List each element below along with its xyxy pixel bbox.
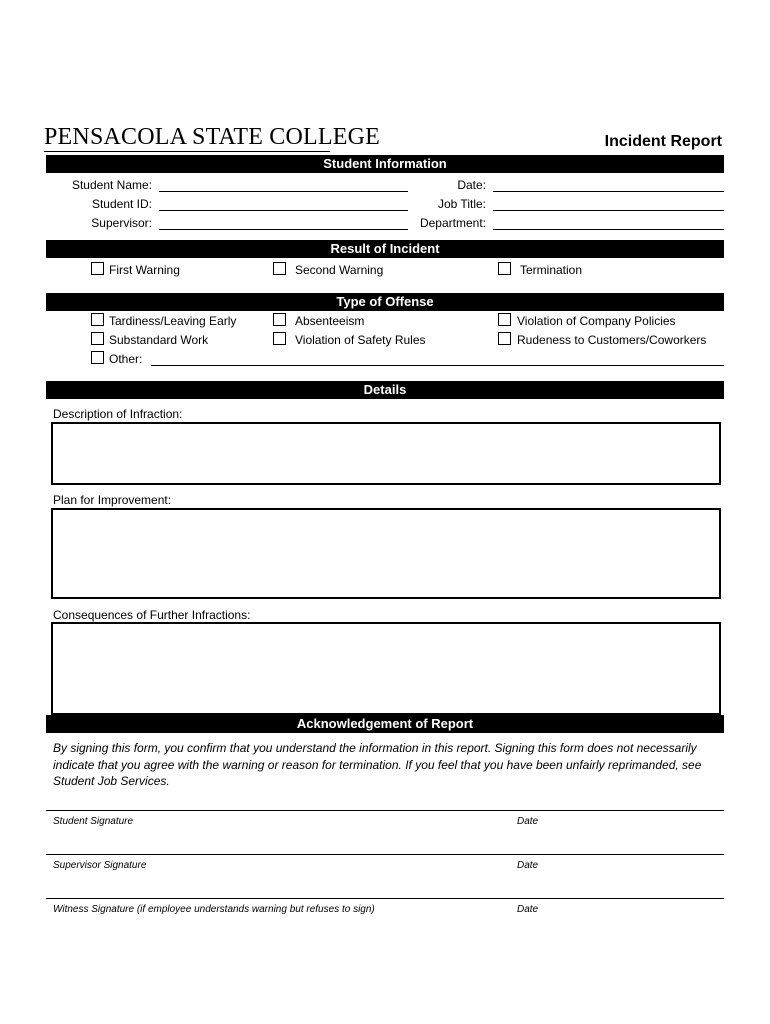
supervisor-field[interactable] <box>159 229 408 230</box>
department-label: Department: <box>419 216 486 230</box>
logo-underline <box>44 151 330 152</box>
safety-rules-checkbox[interactable] <box>273 332 286 345</box>
student-signature-date-label: Date <box>517 816 539 827</box>
witness-signature-date-label: Date <box>517 904 539 915</box>
supervisor-signature-date-label: Date <box>517 860 539 871</box>
consequences-textarea[interactable] <box>51 622 721 715</box>
absenteeism-label: Absenteeism <box>295 314 365 328</box>
company-policies-label: Violation of Company Policies <box>517 314 676 328</box>
student-signature-label: Student Signature <box>53 816 134 827</box>
form-title: Incident Report <box>604 133 722 150</box>
result-of-incident-header: Result of Incident <box>46 240 724 258</box>
student-information-header: Student Information <box>46 155 724 173</box>
second-warning-checkbox[interactable] <box>273 262 286 275</box>
substandard-work-checkbox[interactable] <box>91 332 104 345</box>
acknowledgement-text: By signing this form, you confirm that you understand the information in this report. Signing this form does not necessarily indicate that you agree with the warning or reason for termination. If you feel that you have been unfairly reprimanded, see Student Job Services. <box>53 741 702 788</box>
absenteeism-checkbox[interactable] <box>273 313 286 326</box>
supervisor-signature-line[interactable] <box>46 854 724 855</box>
witness-signature-label: Witness Signature (if employee understands warning but refuses to sign) <box>53 904 375 915</box>
first-warning-label: First Warning <box>109 263 180 277</box>
student-name-label: Student Name: <box>71 178 152 192</box>
description-textarea[interactable] <box>51 422 721 485</box>
details-header: Details <box>46 381 724 399</box>
other-checkbox[interactable] <box>91 351 104 364</box>
college-logo-text: PENSACOLA STATE COLLEGE <box>44 124 381 150</box>
type-of-offense-header: Type of Offense <box>46 293 724 311</box>
student-id-label: Student ID: <box>91 197 152 211</box>
other-field[interactable] <box>151 365 724 366</box>
first-warning-checkbox[interactable] <box>91 262 104 275</box>
plan-label: Plan for Improvement: <box>53 493 172 507</box>
rudeness-checkbox[interactable] <box>498 332 511 345</box>
date-label: Date: <box>457 178 486 192</box>
tardiness-label: Tardiness/Leaving Early <box>109 314 237 328</box>
second-warning-label: Second Warning <box>295 263 384 277</box>
other-label: Other: <box>109 352 143 366</box>
witness-signature-line[interactable] <box>46 898 724 899</box>
department-field[interactable] <box>493 229 724 230</box>
supervisor-signature-label: Supervisor Signature <box>53 860 147 871</box>
acknowledgement-header: Acknowledgement of Report <box>46 715 724 733</box>
description-label: Description of Infraction: <box>53 407 183 421</box>
student-signature-line[interactable] <box>46 810 724 811</box>
date-field[interactable] <box>493 191 724 192</box>
company-policies-checkbox[interactable] <box>498 313 511 326</box>
safety-rules-label: Violation of Safety Rules <box>295 333 426 347</box>
supervisor-label: Supervisor: <box>91 216 152 230</box>
termination-label: Termination <box>520 263 583 277</box>
job-title-field[interactable] <box>493 210 724 211</box>
plan-textarea[interactable] <box>51 508 721 599</box>
substandard-work-label: Substandard Work <box>109 333 209 347</box>
job-title-label: Job Title: <box>437 197 486 211</box>
student-id-field[interactable] <box>159 210 408 211</box>
student-name-field[interactable] <box>159 191 408 192</box>
tardiness-checkbox[interactable] <box>91 313 104 326</box>
consequences-label: Consequences of Further Infractions: <box>53 608 251 622</box>
rudeness-label: Rudeness to Customers/Coworkers <box>517 333 707 347</box>
termination-checkbox[interactable] <box>498 262 511 275</box>
